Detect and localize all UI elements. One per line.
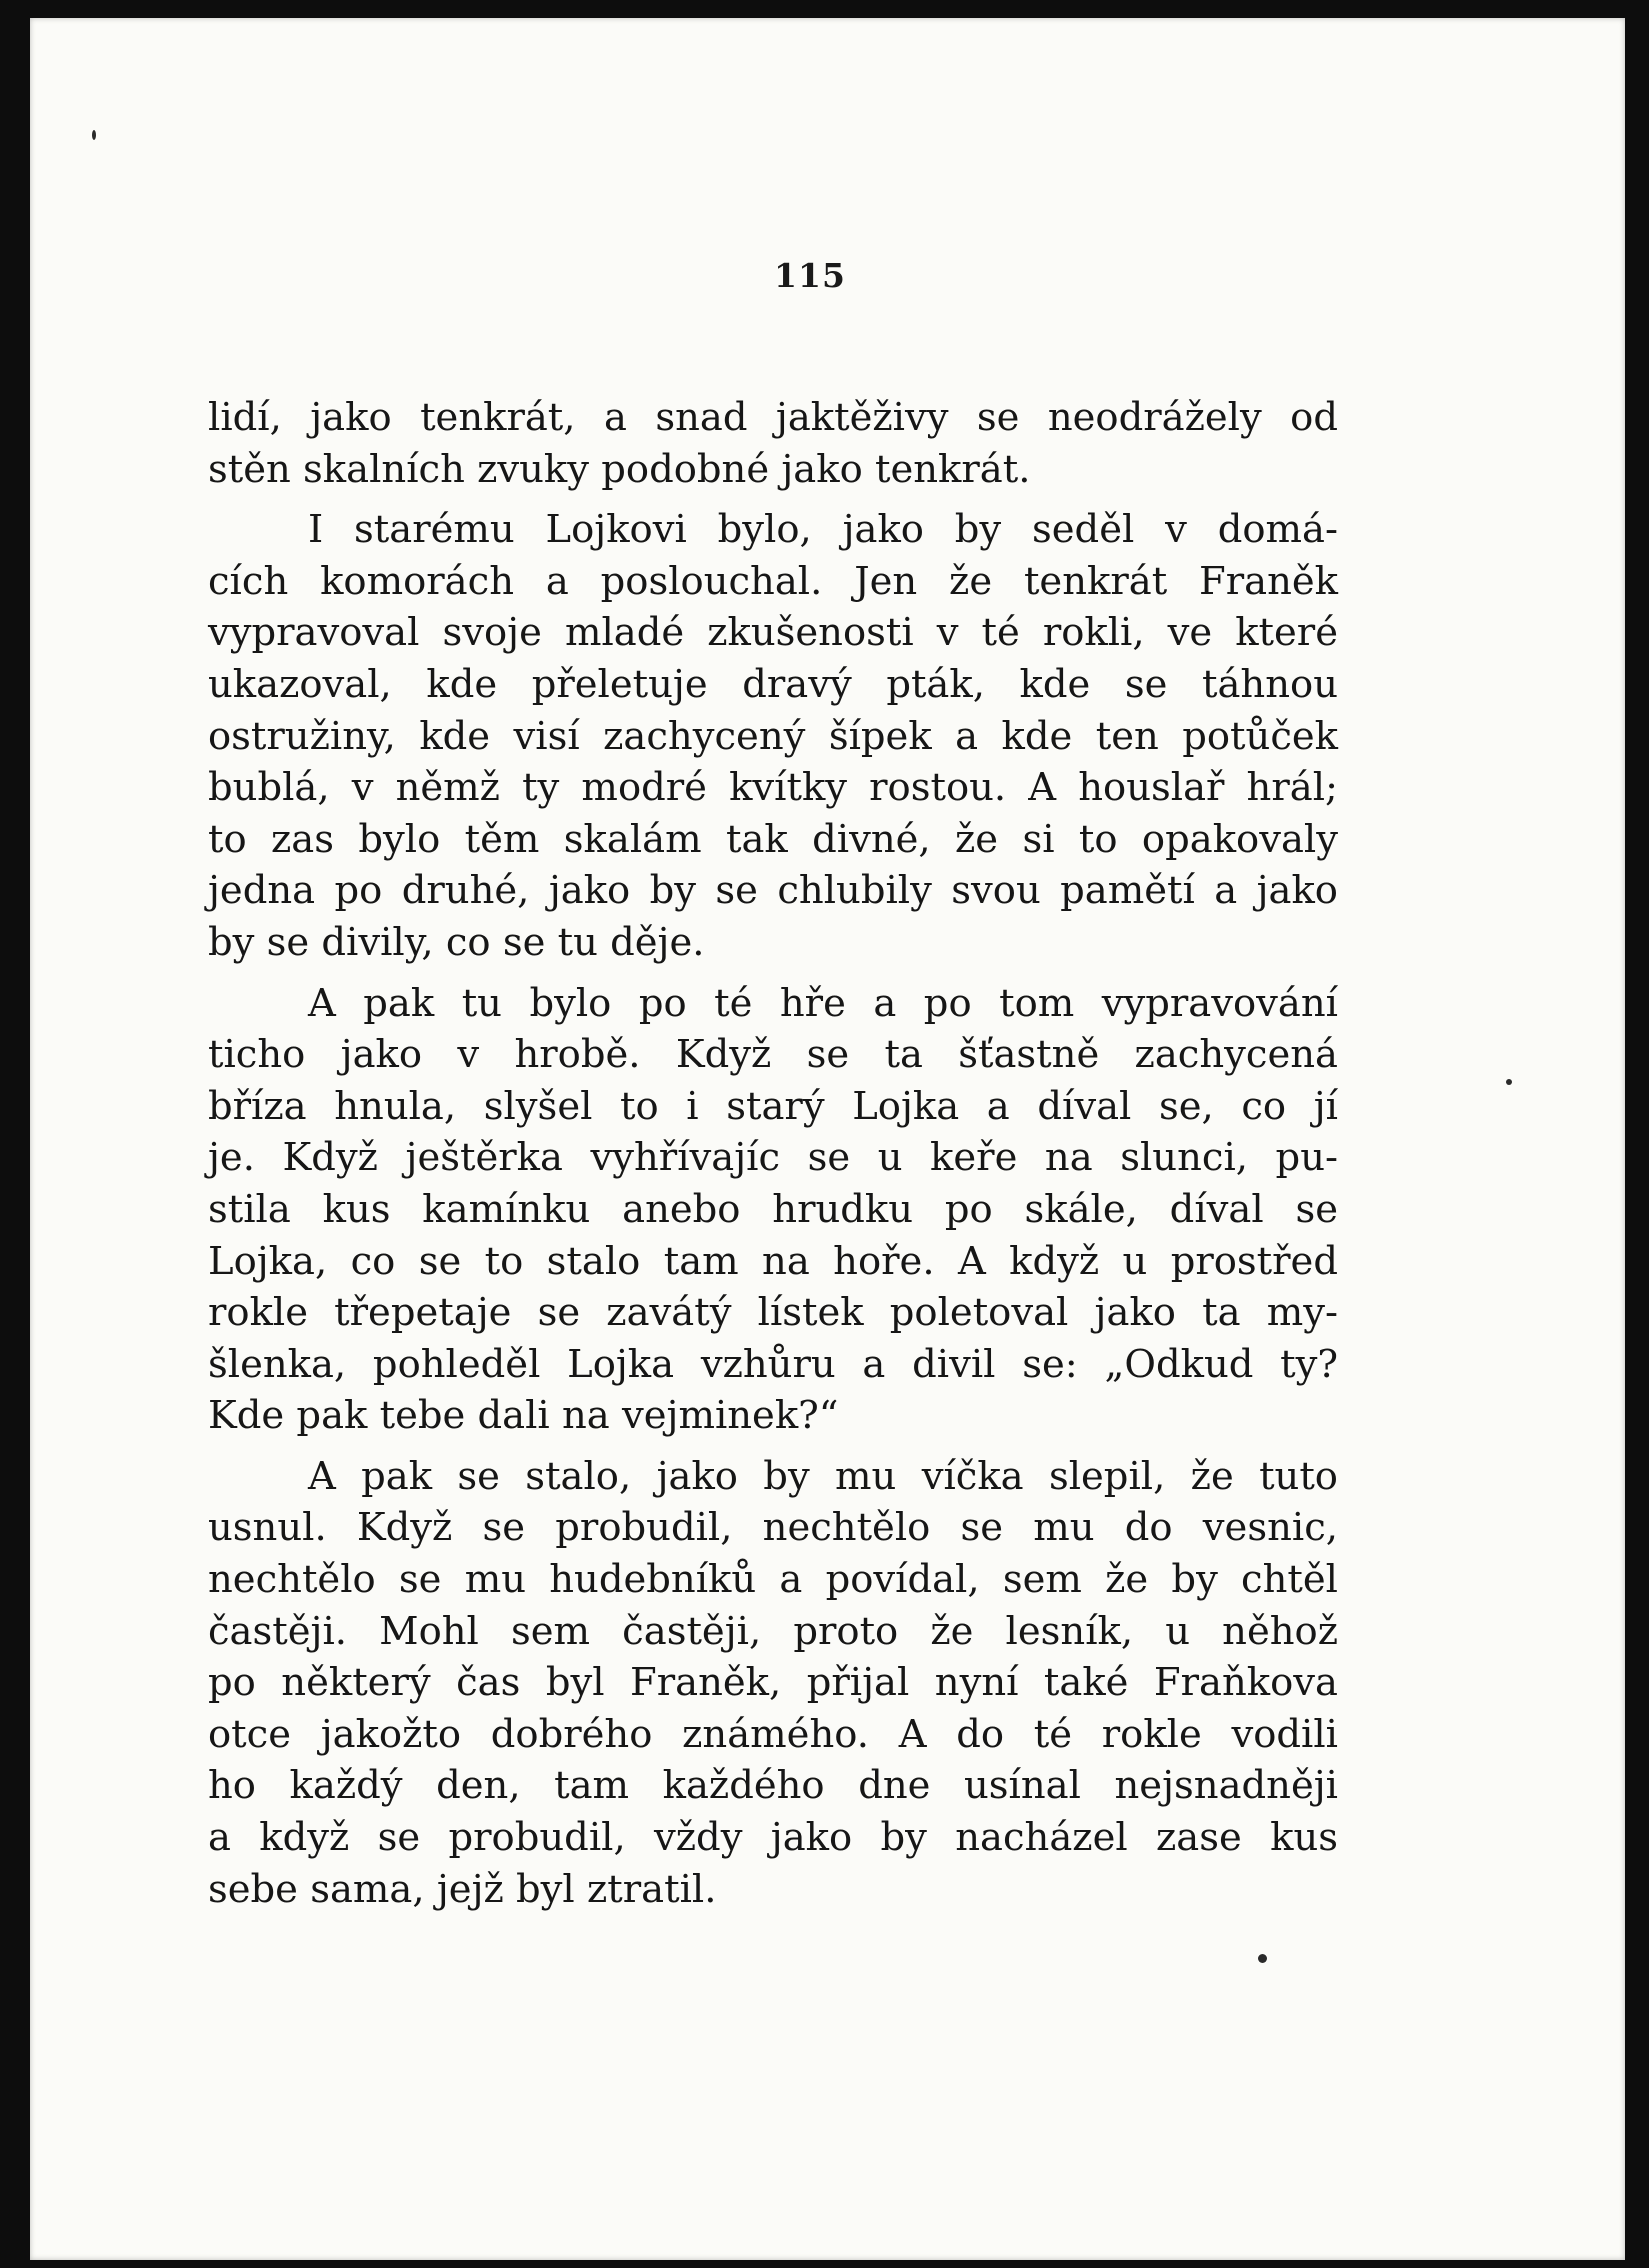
ink-speck	[1506, 1079, 1512, 1085]
text-line: otce jakožto dobrého známého. A do té rokle vodili	[208, 1711, 1338, 1757]
text-line: I starému Lojkovi bylo, jako by seděl v domá-	[308, 507, 1338, 553]
text-line: stila kus kamínku anebo hrudku po skále, díval se	[208, 1186, 1338, 1232]
text-line: sebe sama, jejž byl ztratil.	[208, 1866, 717, 1912]
book-page	[30, 18, 1625, 2260]
paragraph	[208, 978, 1338, 1442]
text-line: bublá, v němž ty modré kvítky rostou. A houslař hrál;	[208, 765, 1338, 811]
text-line: nechtělo se mu hudebníků a povídal, sem že by chtěl	[208, 1557, 1338, 1603]
body-text	[208, 392, 1338, 1915]
paragraph	[208, 504, 1338, 968]
text-line: jedna po druhé, jako by se chlubily svou pamětí a jako	[208, 868, 1338, 914]
text-line: to zas bylo těm skalám tak divné, že si to opakovaly	[208, 816, 1338, 862]
page-number: 115	[774, 256, 846, 295]
text-line: A pak se stalo, jako by mu víčka slepil, že tuto	[308, 1453, 1338, 1499]
text-line: ho každý den, tam každého dne usínal nejsnadněji	[208, 1763, 1338, 1809]
paragraph	[208, 1451, 1338, 1915]
text-line: je. Když ještěrka vyhřívajíc se u keře na slunci, pu-	[208, 1135, 1338, 1181]
text-line: častěji. Mohl sem častěji, proto že lesník, u něhož	[208, 1608, 1338, 1654]
text-line: Kde pak tebe dali na vejminek?“	[208, 1393, 839, 1439]
text-line: A pak tu bylo po té hře a po tom vypravování	[308, 980, 1338, 1026]
text-line: bříza hnula, slyšel to i starý Lojka a díval se, co jí	[208, 1083, 1338, 1129]
text-line: ostružiny, kde visí zachycený šípek a kde ten potůček	[208, 713, 1338, 759]
text-line: ukazoval, kde přeletuje dravý pták, kde se táhnou	[208, 661, 1338, 707]
text-line: Lojka, co se to stalo tam na hoře. A když u prostřed	[208, 1238, 1338, 1284]
text-line: by se divily, co se tu děje.	[208, 919, 705, 965]
ink-speck	[92, 130, 96, 140]
text-line: rokle třepetaje se zavátý lístek poletoval jako ta my-	[208, 1290, 1338, 1336]
text-line: stěn skalních zvuky podobné jako tenkrát.	[208, 446, 1031, 492]
text-line: šlenka, pohleděl Lojka vzhůru a divil se: „Odkud ty?	[208, 1341, 1338, 1387]
text-line: vypravoval svoje mladé zkušenosti v té rokli, ve které	[208, 610, 1338, 656]
text-line: po některý čas byl Franěk, přijal nyní také Fraňkova	[208, 1660, 1338, 1706]
text-line: lidí, jako tenkrát, a snad jaktěživy se neodrážely od	[208, 395, 1338, 440]
text-line: cích komorách a poslouchal. Jen že tenkrát Franěk	[208, 558, 1338, 604]
text-line: usnul. Když se probudil, nechtělo se mu do vesnic,	[208, 1505, 1338, 1551]
text-line: ticho jako v hrobě. Když se ta šťastně zachycená	[208, 1032, 1338, 1078]
paragraph	[208, 392, 1338, 495]
ink-speck	[1258, 1954, 1267, 1963]
text-line: a když se probudil, vždy jako by nacházel zase kus	[208, 1815, 1338, 1861]
